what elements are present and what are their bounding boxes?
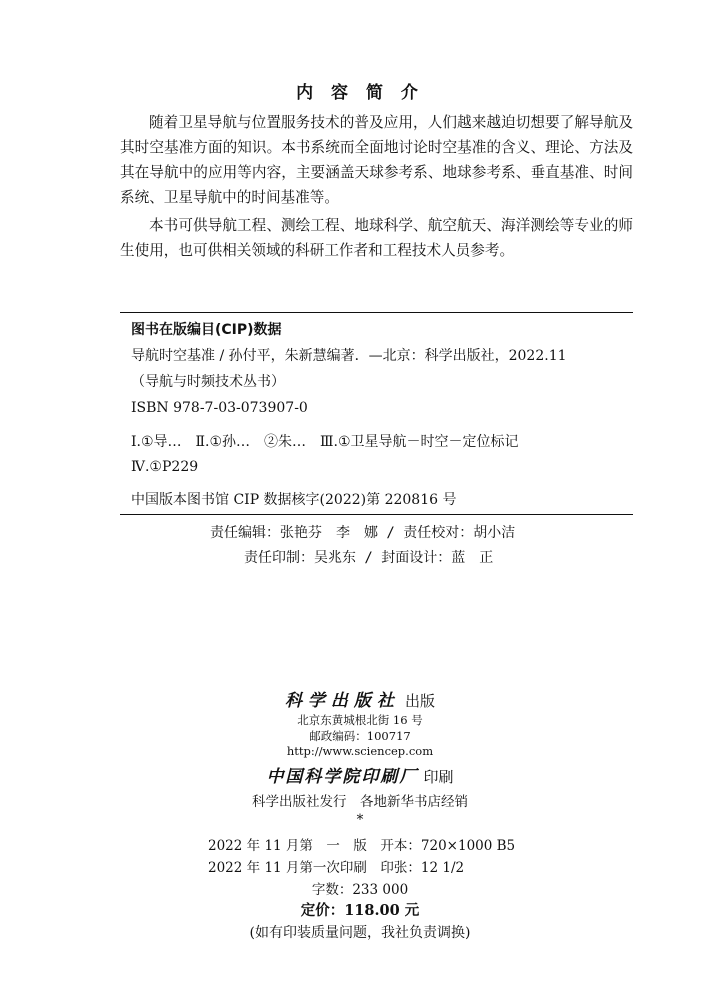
summary-paragraph-1: 随着卫星导航与位置服务技术的普及应用，人们越来越迫切想要了解导航及其时空基准方面的知识。本书系统而全面地讨论时空基准的含义、理论、方法及其在导航中的应用等内容，主要涵盖天球参考系、地球参考系、垂直基准、时间系统、卫星导航中的时间基准等。 [120,114,633,206]
publisher-logo: 科学出版社 [284,691,400,711]
cip-series-line: （导航与时频技术丛书） [131,374,285,390]
printer-logo: 中国科学院印刷厂 [266,767,419,787]
separator-asterisk: * [356,812,364,828]
distribution-line: 科学出版社发行 各地新华书店经销 [252,794,468,810]
cip-top-rule [120,312,633,313]
staff-production-line: 责任印制：吴兆东 / 封面设计：蓝 正 [244,550,494,566]
printer-line [0,762,720,787]
summary-paragraph-2: 本书可供导航工程、测绘工程、地球科学、航空航天、海洋测绘等专业的师生使用，也可供相关领域的科研工作者和工程技术人员参考。 [120,217,633,259]
staff-editors-line: 责任编辑：张艳芬 李 娜 / 责任校对：胡小洁 [210,525,516,541]
cip-bibliographic-line: 导航时空基准 / 孙付平，朱新慧编著．—北京：科学出版社，2022.11 [131,348,567,364]
summary-title: 内 容 简 介 [296,83,424,103]
cip-subject-line: Ⅰ.①导… Ⅱ.①孙… ②朱… Ⅲ.①卫星导航－时空－定位标记 [131,434,519,450]
cip-bottom-rule [120,514,633,515]
cip-record-number: 中国版本图书馆 CIP 数据核字(2022)第 220816 号 [131,492,457,508]
publisher-line [0,686,720,711]
price-line: 定价：118.00 元 [300,902,420,919]
publisher-suffix: 出版 [405,692,436,710]
cip-heading: 图书在版编目(CIP)数据 [131,322,282,338]
publisher-url: http://www.sciencep.com [286,744,434,758]
edition-line: 2022 年 11 月第 一 版 开本：720×1000 B5 [208,838,516,854]
printing-line: 2022 年 11 月第一次印刷 印张：12 1/2 [208,860,465,876]
publisher-address: 北京东黄城根北街 16 号 [297,713,423,727]
publisher-postcode: 邮政编码：100717 [309,729,411,743]
quality-notice: (如有印装质量问题，我社负责调换) [249,925,471,941]
cip-isbn-line: ISBN 978-7-03-073907-0 [131,400,308,416]
word-count: 字数：233 000 [311,882,409,898]
cip-classification-line: Ⅳ.①P229 [131,459,199,475]
printer-suffix: 印刷 [423,768,454,786]
